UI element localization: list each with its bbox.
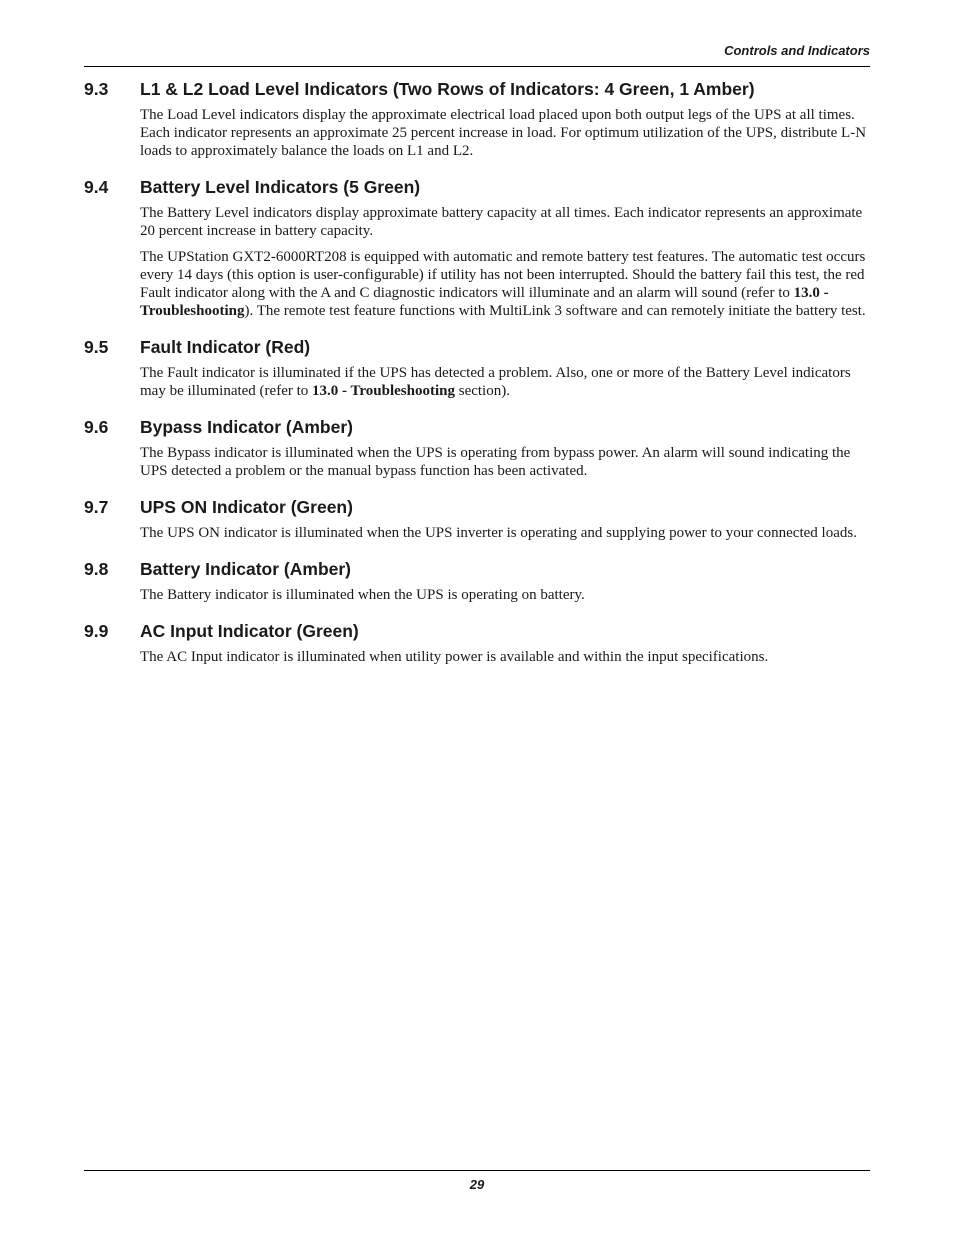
- section-number: 9.9: [84, 621, 109, 641]
- troubleshooting-reference: 13.0 - Troubleshooting: [140, 285, 829, 319]
- section-number: 9.8: [84, 559, 109, 579]
- document-body: [84, 78, 870, 682]
- paragraph: The UPS ON indicator is illuminated when the UPS inverter is operating and supplying power to your connected loads.: [140, 525, 857, 541]
- page-number: 29: [469, 1177, 485, 1192]
- paragraph-text: section).: [454, 383, 510, 399]
- section-heading: [84, 416, 870, 438]
- section-9-8: [84, 558, 870, 604]
- paragraph: [140, 364, 870, 400]
- section-number: 9.6: [84, 417, 109, 437]
- running-header-title: Controls and Indicators: [724, 43, 870, 58]
- paragraph: [140, 248, 870, 320]
- section-title: L1 & L2 Load Level Indicators (Two Rows of Indicators: 4 Green, 1 Amber): [140, 79, 755, 99]
- paragraph: The Battery Level indicators display approximate battery capacity at all times. Each indicator represents an approximate 20 percent increase in battery capacity.: [140, 205, 863, 239]
- troubleshooting-reference: 13.0 - Troubleshooting: [312, 383, 455, 399]
- section-title: AC Input Indicator (Green): [140, 621, 359, 641]
- section-heading: [84, 78, 870, 100]
- section-9-5: [84, 336, 870, 400]
- section-heading: [84, 496, 870, 518]
- section-heading: [84, 336, 870, 358]
- paragraph: The Load Level indicators display the approximate electrical load placed upon both output legs of the UPS at all times. Each indicator represents an approximate 25 percent increase in load. For optimum utilization of the UPS, distribute L-N loads to approximately balance the loads on L1 and L2.: [140, 107, 867, 159]
- section-9-4: [84, 176, 870, 320]
- section-title: Battery Indicator (Amber): [140, 559, 352, 579]
- paragraph-text: ). The remote test feature functions with MultiLink 3 software and can remotely initiate the battery test.: [244, 303, 866, 319]
- page-footer: [84, 1170, 870, 1193]
- section-number: 9.3: [84, 79, 109, 99]
- section-9-3: [84, 78, 870, 160]
- paragraph: The AC Input indicator is illuminated when utility power is available and within the input specifications.: [140, 649, 769, 665]
- section-number: 9.5: [84, 337, 109, 357]
- section-number: 9.4: [84, 177, 109, 197]
- paragraph-text: The UPStation GXT2-6000RT208 is equipped with automatic and remote battery test features. The automatic test occurs every 14 days (this option is user-configurable) if utility has not been interrupted. Should the battery fail this test, the red Fault indicator along with the A and C diagnostic indicators will illuminate and an alarm will sound (refer to: [140, 249, 866, 301]
- paragraph: The Bypass indicator is illuminated when the UPS is operating from bypass power. An alarm will sound indicating the UPS detected a problem or the manual bypass function has been activated.: [140, 445, 851, 479]
- section-heading: [84, 176, 870, 198]
- page-header: [84, 42, 870, 67]
- section-title: Battery Level Indicators (5 Green): [140, 177, 421, 197]
- section-title: Bypass Indicator (Amber): [140, 417, 353, 437]
- paragraph-text: The Fault indicator is illuminated if the UPS has detected a problem. Also, one or more of the Battery Level indicators may be illuminated (refer to: [140, 365, 851, 399]
- section-number: 9.7: [84, 497, 109, 517]
- section-heading: [84, 558, 870, 580]
- section-9-7: [84, 496, 870, 542]
- section-heading: [84, 620, 870, 642]
- paragraph: The Battery indicator is illuminated when the UPS is operating on battery.: [140, 587, 585, 603]
- section-9-9: [84, 620, 870, 666]
- section-title: Fault Indicator (Red): [140, 337, 311, 357]
- section-9-6: [84, 416, 870, 480]
- section-title: UPS ON Indicator (Green): [140, 497, 353, 517]
